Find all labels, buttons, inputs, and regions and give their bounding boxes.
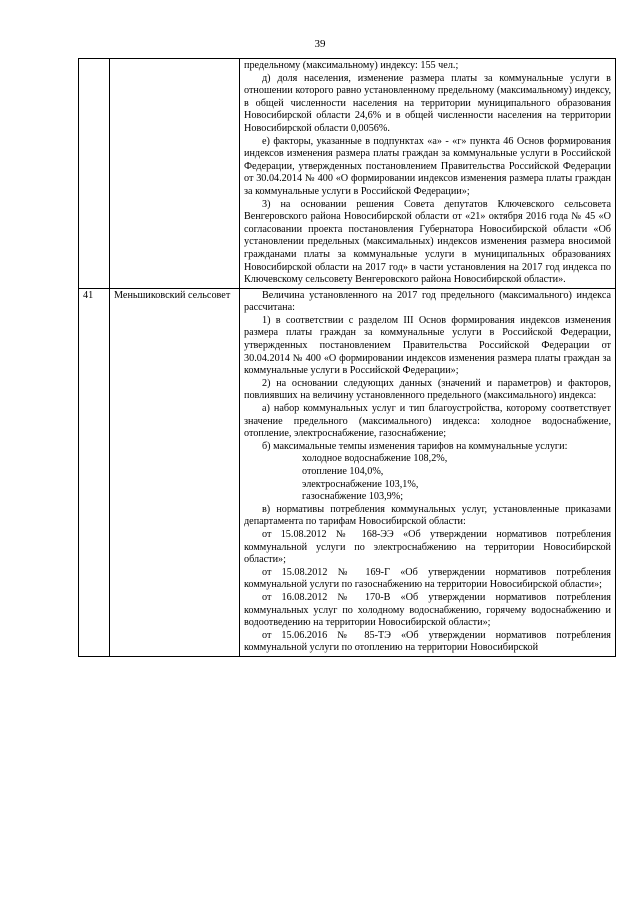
paragraph: от 16.08.2012 № 170-В «Об утверждении нормативов потребления коммунальных услуг по холодному водоснабжению, горячему водоснабжению и водоотведению на территории Новосибирской области»; [244, 591, 611, 629]
tariff-item: холодное водоснабжение 108,2%, [302, 453, 448, 465]
tariff-item: газоснабжение 103,9%; [302, 491, 404, 503]
table-body [79, 59, 616, 657]
paragraph: 2) на основании следующих данных (значений и параметров) и факторов, повлиявших на величину установленного предельного (максимального) индекса: [244, 377, 611, 402]
paragraph: б) максимальные темпы изменения тарифов на коммунальные услуги: [262, 440, 568, 452]
row-number-cell [79, 59, 110, 289]
row-number-cell: 41 [79, 288, 110, 656]
description-cell [240, 59, 616, 289]
paragraph: д) доля населения, изменение размера платы за коммунальные услуги в отношении которого равно установленному предельному (максимальному) индексу, в общей численности населения на территории муниципального образования Новосибирской области 24,6% и в общей численности населения на территории Новосибирской области 0,0056%. [244, 72, 611, 134]
paragraph: а) набор коммунальных услуг и тип благоустройства, которому соответствует значение предельного (максимального) индекса: холодное водоснабжение, отопление, электроснабжение, газоснабжение; [244, 403, 611, 440]
tariff-item: электроснабжение 103,1%, [302, 478, 419, 490]
description-cell [240, 288, 616, 656]
paragraph: предельному (максимальному) индексу: 155 чел.; [244, 60, 459, 71]
municipalities-table [78, 58, 616, 657]
paragraph: от 15.06.2016 № 85-ТЭ «Об утверждении нормативов потребления коммунальной услуги по отоплению на территории Новосибирской [244, 629, 611, 654]
paragraph: е) факторы, указанные в подпунктах «а» - «г» пункта 46 Основ формирования индексов изменения размера платы граждан за коммунальные услуги в Российской Федерации, утвержденных постановлением Правительства Российской Федерации от 30.04.2014 № 400 «О формировании индексов изменения размера платы граждан за коммунальные услуги в Российской Федерации»; [244, 135, 611, 197]
paragraph: 1) в соответствии с разделом III Основ формирования индексов изменения размера платы граждан за коммунальные услуги в Российской Федерации, утвержденных постановлением Правительства Российской Федерации от 30.04.2014 № 400 «О формировании индексов изменения размера платы граждан за коммунальные услуги в Российской Федерации»; [244, 314, 611, 377]
table-row [79, 59, 616, 289]
paragraph: Величина установленного на 2017 год предельного (максимального) индекса рассчитана: [244, 289, 611, 314]
municipality-name-cell: Меньшиковский сельсовет [110, 288, 240, 656]
table-row [79, 288, 616, 656]
paragraph: 3) на основании решения Совета депутатов Ключевского сельсовета Венгеровского района Новосибирской области от «21» октября 2016 года № 45 «О согласовании проекта постановления Губернатора Новосибирской области «Об установлении предельных (максимальных) индексов изменения размера вносимой гражданами платы за коммунальные услуги в муниципальных образованиях Новосибирской области на 2017 год» в части установления на 2017 год индекса по Ключевскому сельсовету Венгеровского района Новосибирской области». [244, 198, 611, 286]
tariff-item: отопление 104,0%, [302, 466, 384, 477]
municipality-name-cell [110, 59, 240, 289]
paragraph: в) нормативы потребления коммунальных услуг, установленные приказами департамента по тарифам Новосибирской области: [244, 503, 611, 528]
paragraph: от 15.08.2012 № 168-ЭЭ «Об утверждении нормативов потребления коммунальной услуги по электроснабжению на территории Новосибирской области»; [244, 528, 611, 566]
page-number: 39 [314, 38, 326, 50]
paragraph: от 15.08.2012 № 169-Г «Об утверждении нормативов потребления коммунальной услуги по газоснабжению на территории Новосибирской области»; [244, 566, 611, 591]
